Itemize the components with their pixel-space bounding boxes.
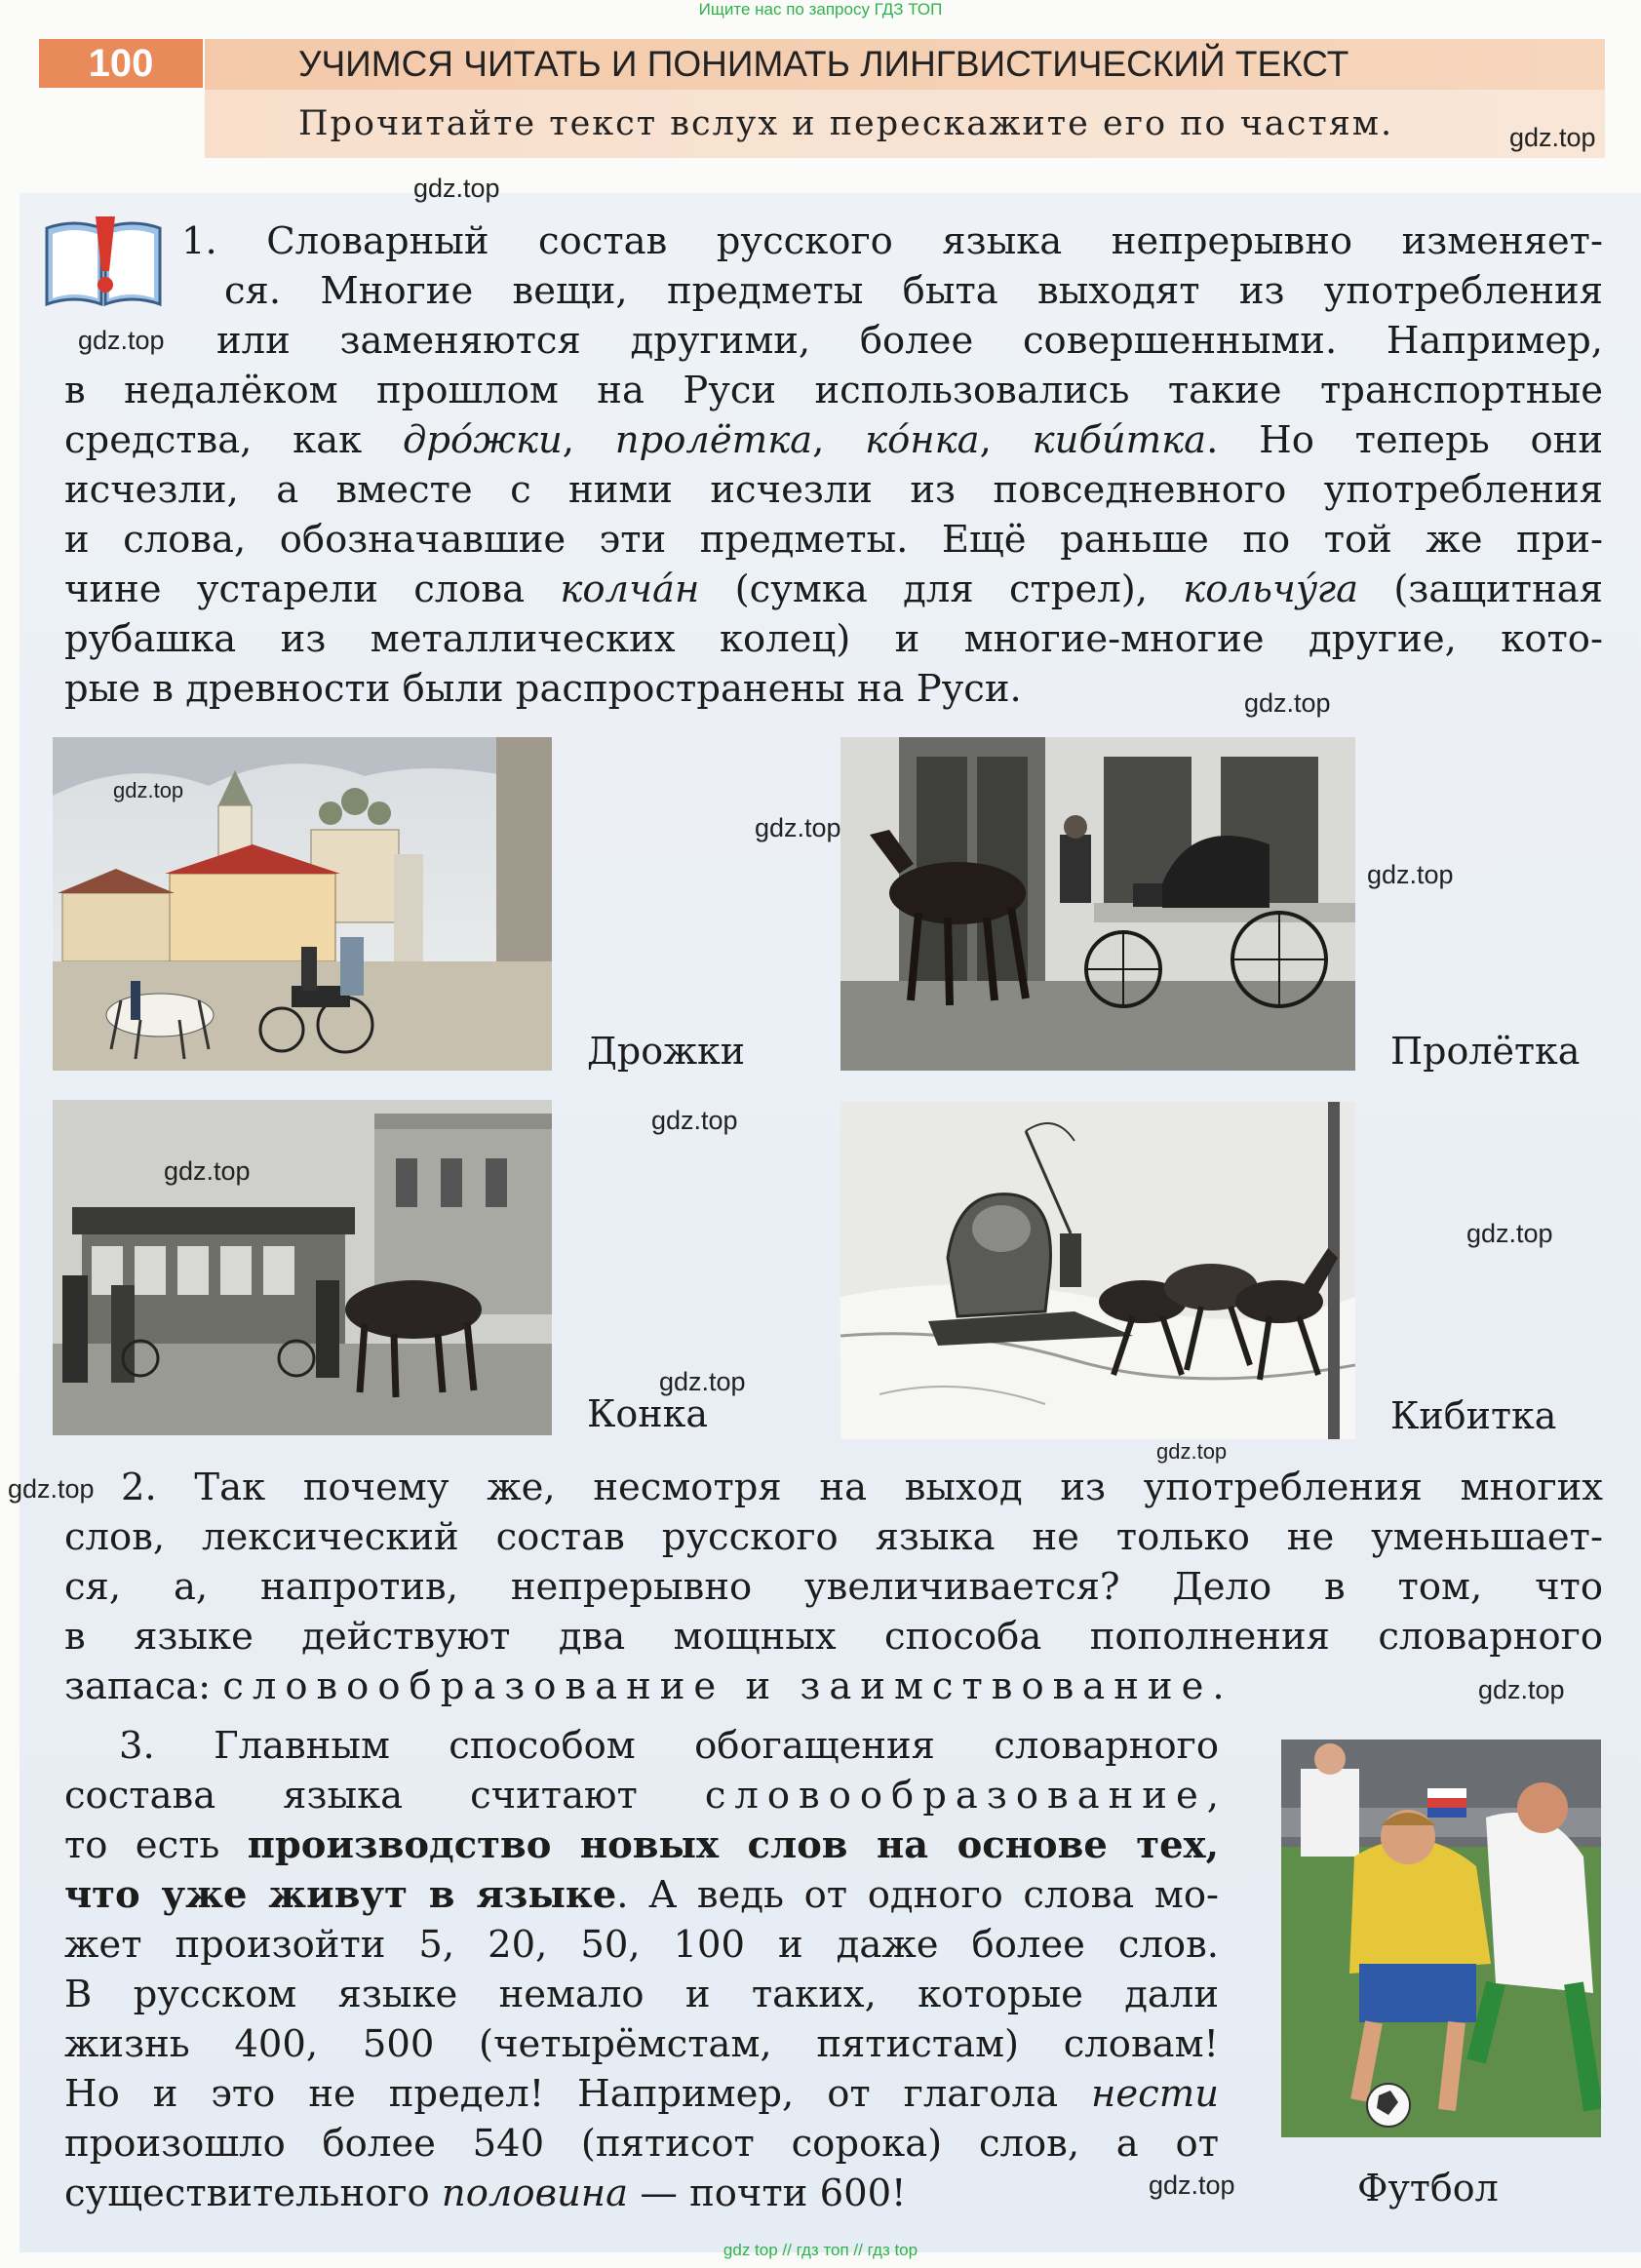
section1-line2: ся. Многие вещи, предметы быта выходят из употребления	[224, 269, 1603, 313]
term-proletka: пролётка	[614, 418, 813, 462]
section3-line10: существительного половина — почти 600!	[64, 2171, 907, 2215]
section1-line3: или заменяются другими, более совершенными. Например,	[216, 319, 1603, 363]
watermark: gdz.top	[1478, 1675, 1565, 1704]
caption-kibitka: Кибитка	[1390, 1394, 1557, 1437]
term-kolchan: колчáн	[560, 567, 700, 611]
football-photo	[1281, 1740, 1601, 2137]
term-kolchuga: кольчýга	[1183, 567, 1359, 611]
term-slovoobrazovanie-2: словообразование	[704, 1774, 1207, 1818]
section3-line6: В русском языке немало и таких, которые дали	[64, 1973, 1219, 2016]
watermark: gdz.top	[413, 174, 500, 203]
proletka-illustration	[840, 737, 1355, 1071]
caption-konka: Конка	[587, 1392, 709, 1435]
konka-illustration	[53, 1100, 552, 1435]
section3-line9: произошло более 540 (пятисот сорока) слов, а от	[64, 2122, 1219, 2166]
caption-football: Футбол	[1357, 2167, 1499, 2209]
watermark: gdz.top	[113, 778, 184, 802]
watermark: gdz.top	[1156, 1439, 1228, 1464]
term-nesti: нести	[1090, 2072, 1219, 2116]
book-exclamation-icon	[39, 215, 168, 308]
section2-line3: ся, а, напротив, непрерывно увеличивается? Дело в том, что	[64, 1565, 1603, 1609]
watermark: gdz.top	[78, 326, 165, 355]
watermark: gdz.top	[1244, 688, 1331, 718]
section2-line1: 2. Так почему же, несмотря на выход из употребления многих	[121, 1466, 1603, 1509]
header-title: УЧИМСЯ ЧИТАТЬ И ПОНИМАТЬ ЛИНГВИСТИЧЕСКИЙ ТЕКСТ	[205, 39, 1605, 90]
bottom-note: gdz top // гдз топ // гдз top	[723, 2241, 918, 2259]
section3-line1: 3. Главным способом обогащения словарного	[119, 1724, 1219, 1768]
watermark: gdz.top	[164, 1156, 251, 1186]
term-konka: кóнка	[865, 418, 980, 462]
watermark: gdz.top	[1466, 1219, 1553, 1248]
watermark: gdz.top	[755, 813, 841, 842]
watermark: gdz.top	[1509, 123, 1596, 152]
term-polovina: половина	[441, 2171, 629, 2215]
watermark: gdz.top	[659, 1367, 746, 1396]
term-kibitka: кибúтка	[1032, 418, 1207, 462]
section2-line2: слов, лексический состав русского языка не только не уменьшает-	[64, 1515, 1603, 1559]
watermark: gdz.top	[1149, 2170, 1235, 2200]
kibitka-illustration	[840, 1102, 1355, 1439]
section3-line2: состава языка считают словообразование,	[64, 1774, 1219, 1818]
section3-line8: Но и это не предел! Например, от глагола нести	[64, 2072, 1219, 2116]
term-zaimstvovanie: заимствование	[800, 1664, 1213, 1708]
section1-line6: исчезли, а вместе с ними исчезли из повседневного употребления	[64, 468, 1603, 512]
section3-line7: жизнь 400, 500 (четырёмстам, пятистам) словам!	[64, 2022, 1219, 2066]
section3-line3: то есть производство новых слов на основе тех,	[64, 1823, 1219, 1867]
section1-line7: и слова, обозначавшие эти предметы. Ещё раньше по той же при-	[64, 518, 1603, 562]
page-number: 100	[39, 39, 203, 88]
section2-line4: в языке действуют два мощных способа пополнения словарного	[64, 1615, 1603, 1659]
section1-line9: рубашка из металлических колец) и многие-многие другие, кото-	[64, 617, 1603, 661]
section1-line8: чине устарели слова колчáн (сумка для стрел), кольчýга (защитная	[64, 567, 1603, 611]
section3-line4: что уже живут в языке. А ведь от одного слова мо-	[64, 1873, 1220, 1917]
caption-proletka: Пролётка	[1390, 1030, 1581, 1073]
term-drozhki: дрóжки	[403, 418, 563, 462]
top-note: Ищите нас по запросу ГДЗ ТОП	[698, 0, 943, 19]
section3-line5: жет произойти 5, 20, 50, 100 и даже более слов.	[64, 1923, 1219, 1967]
section1-line10: рые в древности были распространены на Руси.	[64, 667, 1022, 711]
section1-line4: в недалёком прошлом на Руси использовались такие транспортные	[64, 369, 1603, 412]
term-slovoobrazovanie: словообразование	[222, 1664, 725, 1708]
section1-line5: средства, как дрóжки, пролётка, кóнка, кибúтка. Но теперь они	[64, 418, 1603, 462]
watermark: gdz.top	[1367, 860, 1454, 889]
caption-drozhki: Дрожки	[587, 1030, 746, 1073]
section2-line5: запаса: словообразование и заимствование.	[64, 1664, 1225, 1708]
section1-line1: 1. Словарный состав русского языка непрерывно изменяет-	[181, 219, 1603, 263]
watermark: gdz.top	[8, 1474, 95, 1504]
header-subtitle: Прочитайте текст вслух и перескажите его по частям.	[205, 90, 1605, 158]
watermark: gdz.top	[651, 1106, 738, 1135]
